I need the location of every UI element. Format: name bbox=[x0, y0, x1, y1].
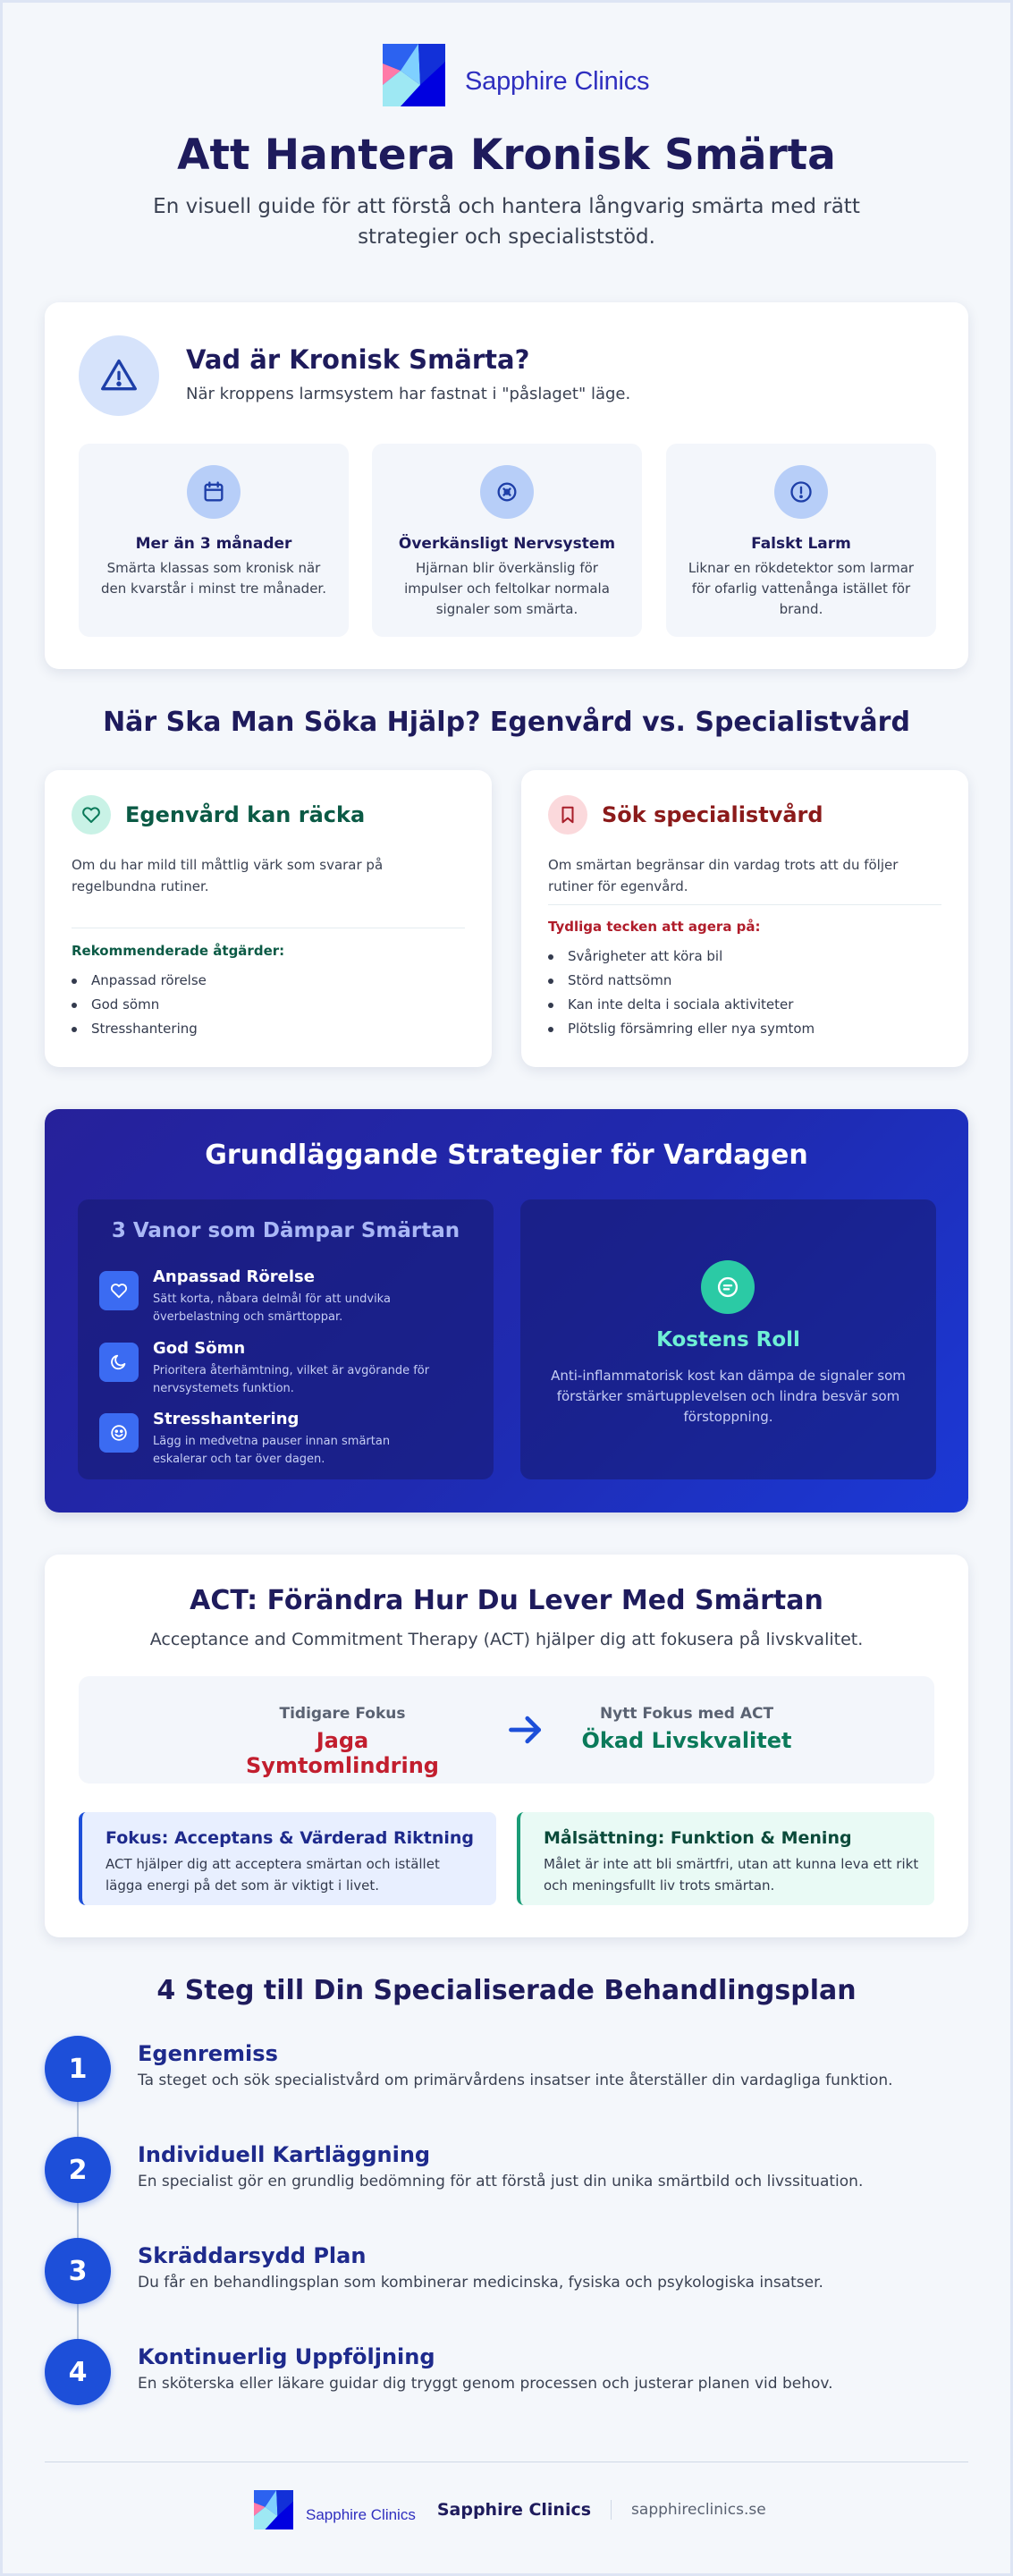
old-focus-label: Tidigare Fokus bbox=[279, 1705, 406, 1723]
list-item: Kan inte delta i sociala aktiviteter bbox=[548, 993, 815, 1017]
old-focus bbox=[226, 1705, 459, 1778]
smile-icon bbox=[99, 1413, 139, 1453]
info-card-nervous-system bbox=[372, 444, 642, 637]
specialist-list bbox=[548, 945, 815, 1041]
list-item: Störd nattsömn bbox=[548, 969, 815, 993]
moon-icon bbox=[99, 1343, 139, 1382]
divider bbox=[548, 904, 941, 905]
page-subtitle: En visuell guide för att förstå och hantera långvarig smärta med rätt strategier och specialiststöd. bbox=[153, 195, 860, 249]
brand-logo[interactable] bbox=[383, 43, 649, 107]
step-number: 2 bbox=[45, 2137, 111, 2203]
act-goal-box bbox=[517, 1812, 934, 1905]
list-item: Plötslig försämring eller nya symtom bbox=[548, 1017, 815, 1041]
act-subtitle: Acceptance and Commitment Therapy (ACT) hjälper dig att fokusera på livskvalitet. bbox=[149, 1630, 864, 1649]
list-item: Anpassad rörelse bbox=[72, 969, 207, 993]
list-item: Stresshantering bbox=[72, 1017, 207, 1041]
habit-title: Stresshantering bbox=[153, 1410, 300, 1428]
diet-text: Anti-inflammatorisk kost kan dämpa de signaler som förstärker smärtupplevelsen och lindra besvär som förstoppning. bbox=[551, 1368, 906, 1425]
step-item bbox=[45, 2036, 968, 2107]
info-card-title: Falskt Larm bbox=[751, 535, 851, 553]
step-title: Egenremiss bbox=[138, 2041, 278, 2066]
info-card-text: Smärta klassas som kronisk när den kvarstår i minst tre månader. bbox=[101, 560, 326, 597]
habit-text: Sätt korta, nåbara delmål för att undvika överbelastning och smärttoppar. bbox=[153, 1292, 391, 1324]
bookmark-icon bbox=[548, 795, 587, 835]
self-care-text: Om du har mild till måttlig värk som svarar på regelbundna rutiner. bbox=[72, 857, 384, 894]
info-card-duration bbox=[79, 444, 349, 637]
step-title: Skräddarsydd Plan bbox=[138, 2243, 367, 2268]
specialist-title: Sök specialistvård bbox=[602, 802, 823, 827]
step-item bbox=[45, 2339, 968, 2411]
info-card-title: Mer än 3 månader bbox=[135, 535, 292, 553]
step-title: Kontinuerlig Uppföljning bbox=[138, 2344, 435, 2369]
act-card bbox=[45, 1555, 968, 1937]
nervous-system-icon bbox=[480, 465, 534, 519]
steps-heading: 4 Steg till Din Specialiserade Behandlingsplan bbox=[156, 1975, 857, 2006]
act-title: ACT: Förändra Hur Du Lever Med Smärtan bbox=[190, 1585, 823, 1616]
specialist-text: Om smärtan begränsar din vardag trots att du följer rutiner för egenvård. bbox=[548, 857, 899, 894]
strategies-title: Grundläggande Strategier för Vardagen bbox=[205, 1140, 808, 1171]
what-subtitle: När kroppens larmsystem har fastnat i "påslaget" läge. bbox=[186, 385, 631, 403]
what-title: Vad är Kronisk Smärta? bbox=[186, 344, 530, 375]
heart-icon bbox=[99, 1271, 139, 1310]
strategies-panel bbox=[45, 1109, 968, 1513]
step-number: 1 bbox=[45, 2036, 111, 2102]
new-focus-label: Nytt Fokus med ACT bbox=[599, 1705, 774, 1723]
sapphire-logo-icon[interactable] bbox=[254, 2490, 293, 2529]
page-title: Att Hantera Kronisk Smärta bbox=[177, 131, 836, 180]
self-care-card bbox=[45, 770, 492, 1067]
focus-comparison bbox=[79, 1676, 934, 1784]
act-focus-text: ACT hjälper dig att acceptera smärtan och istället lägga energi på det som är viktigt i livet. bbox=[106, 1856, 440, 1894]
info-card-text: Hjärnan blir överkänslig för impulser och feltolkar normala signaler som smärta. bbox=[404, 560, 610, 617]
habit-text: Prioritera återhämtning, vilket är avgörande för nervsystemets funktion. bbox=[153, 1364, 430, 1395]
footer-logo-text: Sapphire Clinics bbox=[306, 2506, 416, 2523]
alert-circle-icon bbox=[774, 465, 828, 519]
info-card-text: Liknar en rökdetektor som larmar för ofarlig vattenånga istället för brand. bbox=[688, 560, 915, 617]
info-card-false-alarm bbox=[666, 444, 936, 637]
act-goal-title: Målsättning: Funktion & Mening bbox=[544, 1828, 852, 1848]
what-is-chronic-pain-card bbox=[45, 302, 968, 669]
new-focus-value: Ökad Livskvalitet bbox=[581, 1728, 792, 1753]
old-focus-value: Jaga Symtomlindring bbox=[246, 1728, 439, 1778]
habits-title: 3 Vanor som Dämpar Smärtan bbox=[111, 1219, 460, 1242]
diet-title: Kostens Roll bbox=[656, 1328, 800, 1352]
step-text: Ta steget och sök specialistvård om primärvårdens insatser inte återställer din vardagliga funktion. bbox=[138, 2072, 893, 2089]
step-title: Individuell Kartläggning bbox=[138, 2142, 431, 2167]
footer-brand: Sapphire Clinics bbox=[436, 2500, 592, 2520]
sapphire-logo-icon bbox=[383, 44, 445, 106]
act-focus-box bbox=[79, 1812, 496, 1905]
step-number: 4 bbox=[45, 2339, 111, 2405]
act-focus-title: Fokus: Acceptans & Värderad Riktning bbox=[106, 1828, 474, 1848]
step-item bbox=[45, 2137, 968, 2208]
brand-name: Sapphire Clinics bbox=[465, 66, 650, 96]
specialist-care-card bbox=[521, 770, 968, 1067]
habit-title: God Sömn bbox=[153, 1339, 246, 1358]
chat-icon bbox=[701, 1260, 755, 1314]
self-care-list bbox=[72, 969, 207, 1041]
specialist-label: Tydliga tecken att agera på: bbox=[548, 919, 761, 935]
arrow-right-icon bbox=[506, 1710, 545, 1750]
footer-separator bbox=[611, 2500, 612, 2520]
habit-title: Anpassad Rörelse bbox=[153, 1267, 315, 1286]
step-number: 3 bbox=[45, 2238, 111, 2304]
act-goal-text: Målet är inte att bli smärtfri, utan att kunna leva ett rikt och meningsfullt liv trots smärtan. bbox=[544, 1856, 919, 1894]
step-text: En sköterska eller läkare guidar dig tryggt genom processen och justerar planen vid behov. bbox=[138, 2375, 833, 2393]
footer bbox=[254, 2490, 766, 2529]
step-item bbox=[45, 2238, 968, 2309]
list-item: God sömn bbox=[72, 993, 207, 1017]
help-heading: När Ska Man Söka Hjälp? Egenvård vs. Specialistvård bbox=[103, 707, 910, 738]
new-focus bbox=[579, 1705, 794, 1753]
diet-panel bbox=[520, 1199, 936, 1479]
self-care-label: Rekommenderade åtgärder: bbox=[72, 943, 285, 959]
heart-icon bbox=[72, 795, 111, 835]
step-text: En specialist gör en grundlig bedömning för att förstå just din unika smärtbild och livssituation. bbox=[138, 2173, 864, 2190]
self-care-title: Egenvård kan räcka bbox=[125, 802, 366, 827]
info-card-title: Överkänsligt Nervsystem bbox=[398, 535, 616, 553]
habits-panel bbox=[78, 1199, 494, 1479]
calendar-icon bbox=[187, 465, 241, 519]
step-text: Du får en behandlingsplan som kombinerar medicinska, fysiska och psykologiska insatser. bbox=[138, 2274, 823, 2292]
list-item: Svårigheter att köra bil bbox=[548, 945, 815, 969]
habit-text: Lägg in medvetna pauser innan smärtan eskalerar och tar över dagen. bbox=[153, 1435, 391, 1466]
footer-url-link[interactable]: sapphireclinics.se bbox=[631, 2501, 766, 2519]
warning-icon bbox=[79, 335, 159, 416]
